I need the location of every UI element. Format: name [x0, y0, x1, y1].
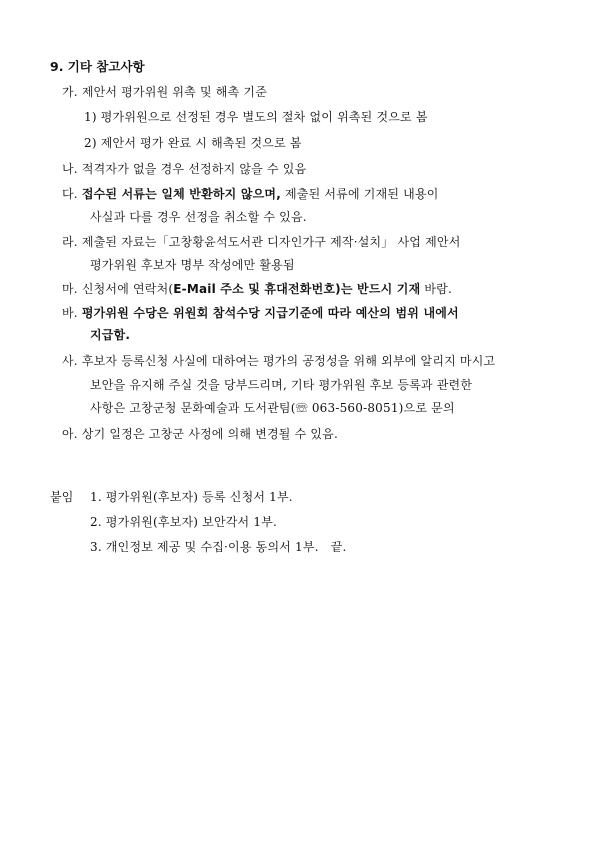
item-ra-line1: 라. 제출된 자료는「고창황윤석도서관 디자인가구 제작·설치」 사업 제안서	[62, 235, 461, 249]
section-heading: 9. 기타 참고사항	[50, 59, 145, 74]
item-ga-1: 1) 평가위원으로 선정된 경우 별도의 절차 없이 위촉된 것으로 봄	[84, 110, 428, 124]
item-da	[62, 185, 439, 202]
item-ma-prefix: 마. 신청서에 연락처(	[62, 282, 174, 296]
item-da-bold: 접수된 서류는 일체 반환하지 않으며,	[81, 187, 281, 201]
item-ba	[62, 304, 459, 321]
item-ra-line2: 평가위원 후보자 명부 작성에만 활용됨	[90, 258, 295, 272]
end-mark: 끝.	[330, 540, 347, 554]
item-ga: 가. 제안서 평가위원 위촉 및 해촉 기준	[62, 85, 267, 99]
item-a: 아. 상기 일정은 고창군 사정에 의해 변경될 수 있음.	[62, 427, 338, 441]
item-ga-2: 2) 제안서 평가 완료 시 해촉된 것으로 봄	[84, 136, 302, 150]
item-sa-line3: 사항은 고창군청 문화예술과 도서관팀(☏ 063-560-8051)으로 문의	[90, 401, 455, 415]
item-sa-line1: 사. 후보자 등록신청 사실에 대하여는 평가의 공정성을 위해 외부에 알리지 마시고	[62, 354, 496, 368]
attachment-item-2: 2. 평가위원(후보자) 보안각서 1부.	[90, 515, 278, 529]
item-da-rest: 제출된 서류에 기재된 내용이	[280, 187, 439, 201]
attachment-label: 붙임	[50, 490, 74, 504]
item-sa-line2: 보안을 유지해 주실 것을 당부드리며, 기타 평가위원 후보 등록과 관련한	[90, 378, 473, 392]
item-ma	[62, 280, 452, 297]
attachment-item-3	[90, 538, 347, 555]
item-da-prefix: 다.	[62, 187, 82, 201]
item-na: 나. 적격자가 없을 경우 선정하지 않을 수 있음	[62, 162, 307, 176]
item-ba-bold2: 지급함.	[90, 328, 131, 342]
item-da-line2: 사실과 다를 경우 선정을 취소할 수 있음.	[90, 210, 307, 224]
attachment-item-3-text: 3. 개인정보 제공 및 수집·이용 동의서 1부.	[90, 540, 319, 554]
item-ma-bold: E-Mail 주소 및 휴대전화번호)는 반드시 기재	[173, 282, 421, 296]
item-ba-prefix: 바.	[62, 306, 82, 320]
item-ba-bold1: 평가위원 수당은 위원회 참석수당 지급기준에 따라 예산의 범위 내에서	[81, 306, 459, 320]
attachment-item-1: 1. 평가위원(후보자) 등록 신청서 1부.	[90, 490, 293, 504]
item-ma-rest: 바람.	[420, 282, 452, 296]
